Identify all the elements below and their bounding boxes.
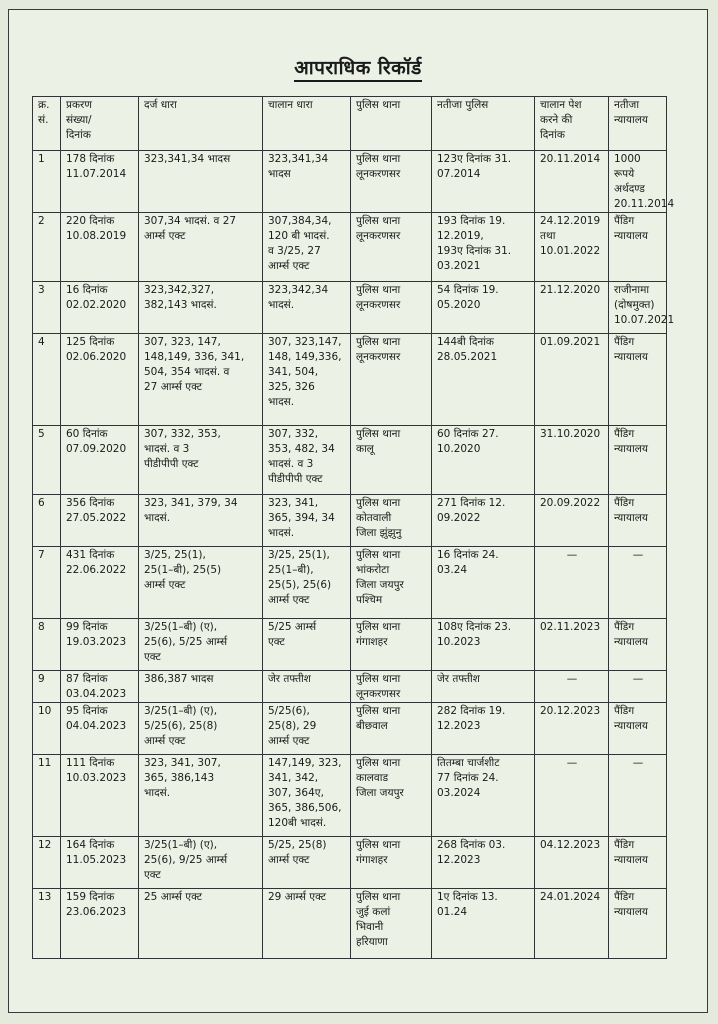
police-station-cell: पुलिस थाना भांकरोटा जिला जयपुर पश्चिम (351, 547, 432, 619)
serial-cell: 5 (33, 426, 61, 495)
case-cell: 16 दिनांक 02.02.2020 (61, 282, 139, 334)
police-result-cell: 1ए दिनांक 13. 01.24 (432, 889, 535, 959)
serial-cell: 6 (33, 495, 61, 547)
registered-sections-cell: 3/25, 25(1), 25(1–बी), 25(5) आर्म्स एक्ट (139, 547, 263, 619)
registered-sections-cell: 307,34 भादसं. व 27 आर्म्स एक्ट (139, 213, 263, 282)
police-result-cell: 282 दिनांक 19. 12.2023 (432, 703, 535, 755)
police-station-cell: पुलिस थाना लूनकरणसर (351, 213, 432, 282)
header-chargesheet-sections: चालान धारा (263, 97, 351, 151)
table-row (33, 334, 667, 426)
table-row (33, 889, 667, 959)
registered-sections-cell: 386,387 भादस (139, 671, 263, 703)
chargesheet-sections-cell: 5/25(6), 25(8), 29 आर्म्स एक्ट (263, 703, 351, 755)
case-cell: 99 दिनांक 19.03.2023 (61, 619, 139, 671)
serial-cell: 12 (33, 837, 61, 889)
police-result-cell: तितम्बा चार्जशीट 77 दिनांक 24. 03.2024 (432, 755, 535, 837)
table-row (33, 495, 667, 547)
case-cell: 356 दिनांक 27.05.2022 (61, 495, 139, 547)
table-row (33, 151, 667, 213)
police-result-cell: जेर तफ्तीश (432, 671, 535, 703)
chargesheet-sections-cell: जेर तफ्तीश (263, 671, 351, 703)
chargesheet-sections-cell: 5/25 आर्म्स एक्ट (263, 619, 351, 671)
court-result-cell: पैंडिग न्यायालय (609, 495, 667, 547)
police-station-cell: पुलिस थाना लूनकरणसर (351, 151, 432, 213)
header-row (33, 97, 667, 151)
case-cell: 178 दिनांक 11.07.2014 (61, 151, 139, 213)
filing-date-cell: 21.12.2020 (535, 282, 609, 334)
serial-cell: 11 (33, 755, 61, 837)
police-station-cell: पुलिस थाना कोतवाली जिला झुंझुनु (351, 495, 432, 547)
police-station-cell: पुलिस थाना कालू (351, 426, 432, 495)
table-row (33, 213, 667, 282)
registered-sections-cell: 323, 341, 379, 34 भादसं. (139, 495, 263, 547)
registered-sections-cell: 307, 323, 147, 148,149, 336, 341, 504, 354 भादसं. व 27 आर्म्स एक्ट (139, 334, 263, 426)
court-result-cell: — (609, 671, 667, 703)
registered-sections-cell: 3/25(1–बी) (ए), 25(6), 5/25 आर्म्स एक्ट (139, 619, 263, 671)
police-result-cell: 16 दिनांक 24. 03.24 (432, 547, 535, 619)
court-result-cell: — (609, 547, 667, 619)
case-cell: 95 दिनांक 04.04.2023 (61, 703, 139, 755)
document-page (8, 9, 708, 1013)
table-row (33, 619, 667, 671)
serial-cell: 13 (33, 889, 61, 959)
header-serial: क्र. सं. (33, 97, 61, 151)
police-result-cell: 144बी दिनांक 28.05.2021 (432, 334, 535, 426)
header-registered-sections: दर्ज धारा (139, 97, 263, 151)
registered-sections-cell: 3/25(1–बी) (ए), 5/25(6), 25(8) आर्म्स एक्ट (139, 703, 263, 755)
police-result-cell: 108ए दिनांक 23. 10.2023 (432, 619, 535, 671)
criminal-record-table (32, 96, 675, 959)
filing-date-cell: — (535, 755, 609, 837)
serial-cell: 4 (33, 334, 61, 426)
chargesheet-sections-cell: 5/25, 25(8) आर्म्स एक्ट (263, 837, 351, 889)
court-result-cell: 1000 रूपये अर्थदण्ड 20.11.2014 (609, 151, 667, 213)
table-row (33, 703, 667, 755)
case-cell: 87 दिनांक 03.04.2023 (61, 671, 139, 703)
filing-date-cell: 24.12.2019 तथा 10.01.2022 (535, 213, 609, 282)
chargesheet-sections-cell: 323, 341, 365, 394, 34 भादसं. (263, 495, 351, 547)
case-cell: 220 दिनांक 10.08.2019 (61, 213, 139, 282)
chargesheet-sections-cell: 323,341,34 भादस (263, 151, 351, 213)
registered-sections-cell: 307, 332, 353, भादसं. व 3 पीडीपीपी एक्ट (139, 426, 263, 495)
table-row (33, 671, 667, 703)
serial-cell: 2 (33, 213, 61, 282)
chargesheet-sections-cell: 307, 323,147, 148, 149,336, 341, 504, 325, 326 भादस. (263, 334, 351, 426)
case-cell: 125 दिनांक 02.06.2020 (61, 334, 139, 426)
registered-sections-cell: 3/25(1–बी) (ए), 25(6), 9/25 आर्म्स एक्ट (139, 837, 263, 889)
header-police-result: नतीजा पुलिस (432, 97, 535, 151)
chargesheet-sections-cell: 307,384,34, 120 बी भादसं. व 3/25, 27 आर्म्स एक्ट (263, 213, 351, 282)
police-station-cell: पुलिस थाना बीछवाल (351, 703, 432, 755)
serial-cell: 10 (33, 703, 61, 755)
court-result-cell: पैंडिग न्यायालय (609, 213, 667, 282)
case-cell: 159 दिनांक 23.06.2023 (61, 889, 139, 959)
court-result-cell: पैंडिग न्यायालय (609, 426, 667, 495)
chargesheet-sections-cell: 147,149, 323, 341, 342, 307, 364ए, 365, 386,506, 120बी भादसं. (263, 755, 351, 837)
police-result-cell: 271 दिनांक 12. 09.2022 (432, 495, 535, 547)
chargesheet-sections-cell: 323,342,34 भादसं. (263, 282, 351, 334)
table-row (33, 547, 667, 619)
court-result-cell: पैंडिग न्यायालय (609, 619, 667, 671)
serial-cell: 8 (33, 619, 61, 671)
filing-date-cell: 01.09.2021 (535, 334, 609, 426)
police-result-cell: 54 दिनांक 19. 05.2020 (432, 282, 535, 334)
registered-sections-cell: 25 आर्म्स एक्ट (139, 889, 263, 959)
filing-date-cell: — (535, 547, 609, 619)
registered-sections-cell: 323,342,327, 382,143 भादसं. (139, 282, 263, 334)
case-cell: 111 दिनांक 10.03.2023 (61, 755, 139, 837)
police-result-cell: 193 दिनांक 19. 12.2019, 193ए दिनांक 31. 03.2021 (432, 213, 535, 282)
court-result-cell: पैंडिग न्यायालय (609, 703, 667, 755)
header-filing-date: चालान पेश करने की दिनांक (535, 97, 609, 151)
registered-sections-cell: 323,341,34 भादस (139, 151, 263, 213)
police-result-cell: 123ए दिनांक 31. 07.2014 (432, 151, 535, 213)
police-result-cell: 60 दिनांक 27. 10.2020 (432, 426, 535, 495)
court-result-cell: पैंडिग न्यायालय (609, 837, 667, 889)
chargesheet-sections-cell: 29 आर्म्स एक्ट (263, 889, 351, 959)
registered-sections-cell: 323, 341, 307, 365, 386,143 भादसं. (139, 755, 263, 837)
police-station-cell: पुलिस थाना लूनकरणसर (351, 282, 432, 334)
police-station-cell: पुलिस थाना लूनकरणसर (351, 671, 432, 703)
serial-cell: 1 (33, 151, 61, 213)
court-result-cell: राजीनामा (दोषमुक्त) 10.07.2021 (609, 282, 667, 334)
filing-date-cell: 24.01.2024 (535, 889, 609, 959)
court-result-cell: — (609, 755, 667, 837)
serial-cell: 7 (33, 547, 61, 619)
page-title: आपराधिक रिकॉर्ड (9, 54, 707, 80)
table-row (33, 426, 667, 495)
filing-date-cell: 20.11.2014 (535, 151, 609, 213)
table-row (33, 282, 667, 334)
chargesheet-sections-cell: 3/25, 25(1), 25(1–बी), 25(5), 25(6) आर्म्स एक्ट (263, 547, 351, 619)
header-court-result: नतीजा न्यायालय (609, 97, 667, 151)
filing-date-cell: 02.11.2023 (535, 619, 609, 671)
table-row (33, 837, 667, 889)
filing-date-cell: 20.12.2023 (535, 703, 609, 755)
chargesheet-sections-cell: 307, 332, 353, 482, 34 भादसं. व 3 पीडीपीपी एक्ट (263, 426, 351, 495)
header-case-number: प्रकरण संख्या/ दिनांक (61, 97, 139, 151)
police-station-cell: पुलिस थाना गंगाशहर (351, 837, 432, 889)
court-result-cell: पैंडिग न्यायालय (609, 889, 667, 959)
case-cell: 431 दिनांक 22.06.2022 (61, 547, 139, 619)
filing-date-cell: — (535, 671, 609, 703)
case-cell: 164 दिनांक 11.05.2023 (61, 837, 139, 889)
serial-cell: 9 (33, 671, 61, 703)
serial-cell: 3 (33, 282, 61, 334)
filing-date-cell: 20.09.2022 (535, 495, 609, 547)
police-result-cell: 268 दिनांक 03. 12.2023 (432, 837, 535, 889)
filing-date-cell: 04.12.2023 (535, 837, 609, 889)
police-station-cell: पुलिस थाना गंगाशहर (351, 619, 432, 671)
filing-date-cell: 31.10.2020 (535, 426, 609, 495)
police-station-cell: पुलिस थाना कालवाड जिला जयपुर (351, 755, 432, 837)
police-station-cell: पुलिस थाना जुई कलां भिवानी हरियाणा (351, 889, 432, 959)
court-result-cell: पैंडिग न्यायालय (609, 334, 667, 426)
table-row (33, 755, 667, 837)
header-police-station: पुलिस थाना (351, 97, 432, 151)
police-station-cell: पुलिस थाना लूनकरणसर (351, 334, 432, 426)
case-cell: 60 दिनांक 07.09.2020 (61, 426, 139, 495)
